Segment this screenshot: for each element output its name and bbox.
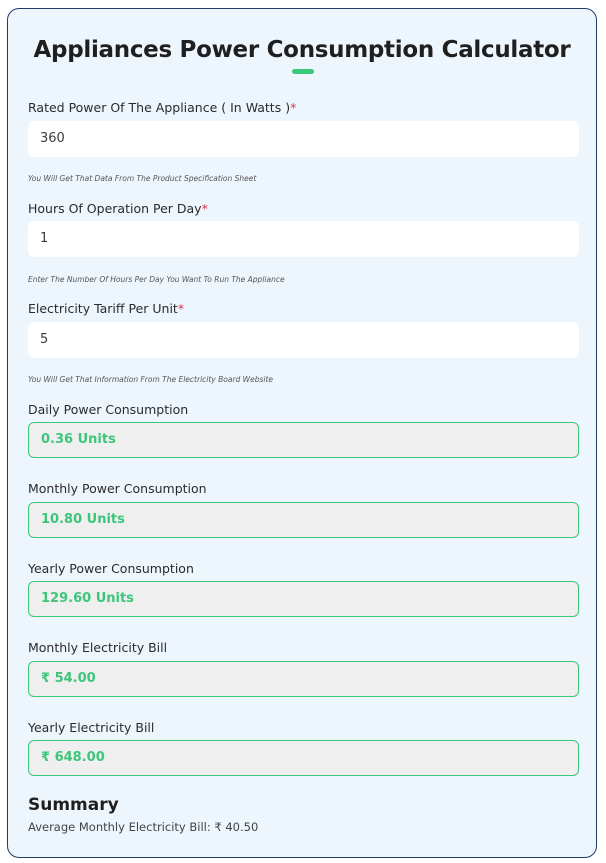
monthly-consumption-label: Monthly Power Consumption <box>28 481 207 496</box>
hours-per-day-hint: Enter The Number Of Hours Per Day You Want To Run The Appliance <box>28 275 285 284</box>
yearly-consumption-output: 129.60 Units <box>28 581 579 617</box>
rated-power-input[interactable]: 360 <box>28 121 579 157</box>
monthly-bill-label: Monthly Electricity Bill <box>28 640 168 655</box>
title-underline <box>292 69 314 74</box>
tariff-input[interactable]: 5 <box>28 322 579 358</box>
summary-heading: Summary <box>28 795 119 815</box>
page-title: Appliances Power Consumption Calculator <box>33 37 571 63</box>
yearly-consumption-label: Yearly Power Consumption <box>28 561 194 576</box>
rated-power-hint: You Will Get That Data From The Product Specification Sheet <box>28 174 257 183</box>
hours-per-day-input[interactable]: 1 <box>28 221 579 257</box>
tariff-hint: You Will Get That Information From The Electricity Board Website <box>28 375 274 384</box>
calculator-card <box>7 8 597 858</box>
monthly-bill-output: ₹ 54.00 <box>28 661 579 697</box>
tariff-label: Electricity Tariff Per Unit* <box>28 301 185 316</box>
summary-text: Average Monthly Electricity Bill: ₹ 40.50 <box>28 820 259 834</box>
daily-consumption-label: Daily Power Consumption <box>28 402 189 417</box>
yearly-bill-output: ₹ 648.00 <box>28 740 579 776</box>
monthly-consumption-output: 10.80 Units <box>28 502 579 538</box>
daily-consumption-output: 0.36 Units <box>28 422 579 458</box>
rated-power-label: Rated Power Of The Appliance ( In Watts )* <box>28 100 297 115</box>
hours-per-day-label: Hours Of Operation Per Day* <box>28 201 208 216</box>
yearly-bill-label: Yearly Electricity Bill <box>28 720 155 735</box>
